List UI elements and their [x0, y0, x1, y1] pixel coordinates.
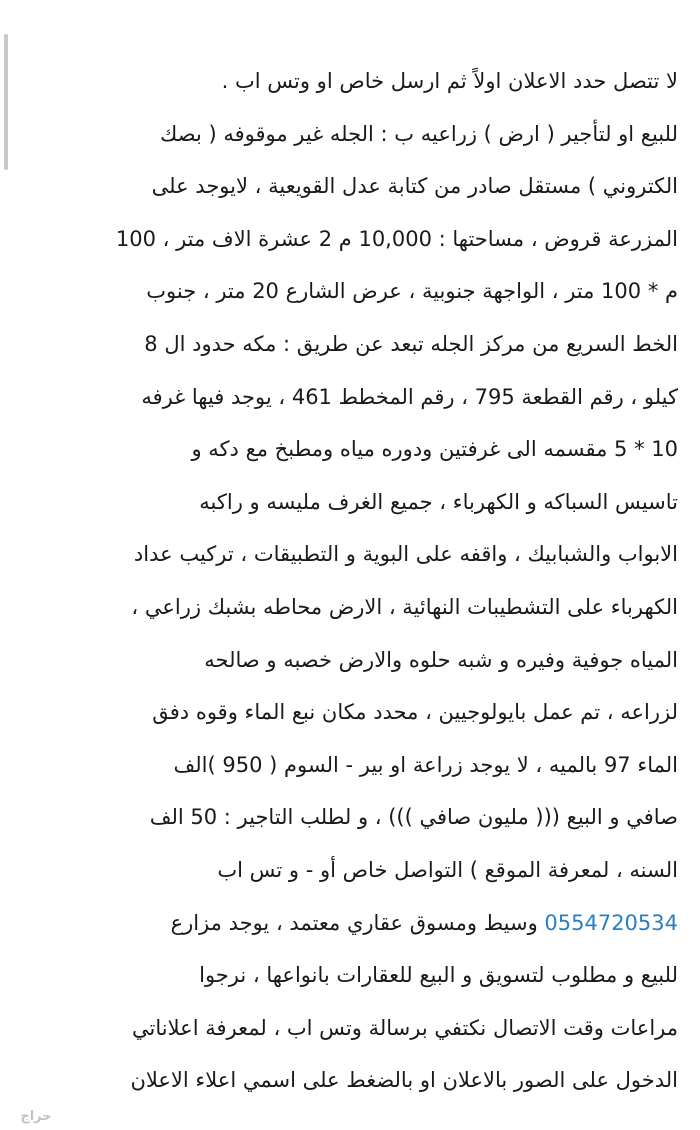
scroll-indicator[interactable]: [4, 34, 8, 170]
ad-line: المزرعة قروض ، مساحتها : 10,000 م 2 عشرة الاف متر ، 100: [115, 226, 678, 251]
ad-line: المياه جوفية وفيره و شبه حلوه والارض خصبه و صالحه: [204, 647, 678, 672]
ad-line: لزراعه ، تم عمل بايولوجيين ، محدد مكان نبع الماء وقوه دفق: [152, 700, 678, 725]
ad-line: كيلو ، رقم القطعة 795 ، رقم المخطط 461 ، يوجد فيها غرفه: [141, 384, 678, 409]
watermark-text: حراج: [20, 1108, 52, 1124]
ad-line: للبيع او لتأجير ( ارض ) زراعيه ب : الجله غير موقوفه ( بصك: [160, 121, 678, 146]
ad-line: مراعات وقت الاتصال نكتفي برسالة وتس اب ، لمعرفة اعلاناتي: [132, 1015, 678, 1040]
ad-line: الماء 97 بالميه ، لا يوجد زراعة او بير - السوم ( 950 )الف: [173, 752, 678, 777]
ad-line: السنه ، لمعرفة الموقع ) التواصل خاص أو - و تس اب: [217, 857, 678, 882]
phone-line-rest: وسيط ومسوق عقاري معتمد ، يوجد مزارع: [170, 910, 545, 935]
ad-line: الخط السريع من مركز الجله تبعد عن طريق : مكه حدود ال 8: [144, 331, 678, 356]
ad-line: الكهرباء على التشطيبات النهائية ، الارض محاطه بشبك زراعي ،: [131, 594, 678, 619]
ad-description: [22, 55, 678, 1107]
ad-line: 10 * 5 مقسمه الى غرفتين ودوره مياه ومطبخ مع دكه و: [191, 437, 678, 462]
ad-line: الكتروني ) مستقل صادر من كتابة عدل القويعية ، لايوجد على: [151, 174, 678, 199]
phone-link[interactable]: 0554720534: [544, 910, 678, 935]
ad-line: لا تتصل حدد الاعلان اولاً ثم ارسل خاص او وتس اب .: [221, 69, 678, 93]
ad-line-phone: [22, 897, 678, 950]
ad-line: الدخول على الصور بالاعلان او بالضغط على اسمي اعلاء الاعلان: [130, 1068, 678, 1093]
ad-line: للبيع و مطلوب لتسويق و البيع للعقارات بانواعها ، نرجوا: [199, 963, 678, 988]
ad-line: تاسيس السباكه و الكهرباء ، جميع الغرف مليسه و راكبه: [199, 489, 678, 514]
ad-line: صافي و البيع ((( مليون صافي ))) ، و لطلب التاجير : 50 الف: [149, 805, 678, 830]
ad-line: م * 100 متر ، الواجهة جنوبية ، عرض الشارع 20 متر ، جنوب: [146, 279, 678, 304]
ad-line: الابواب والشبابيك ، واقفه على البوية و التطبيقات ، تركيب عداد: [133, 542, 678, 567]
haraj-watermark-logo: [2, 1104, 70, 1128]
